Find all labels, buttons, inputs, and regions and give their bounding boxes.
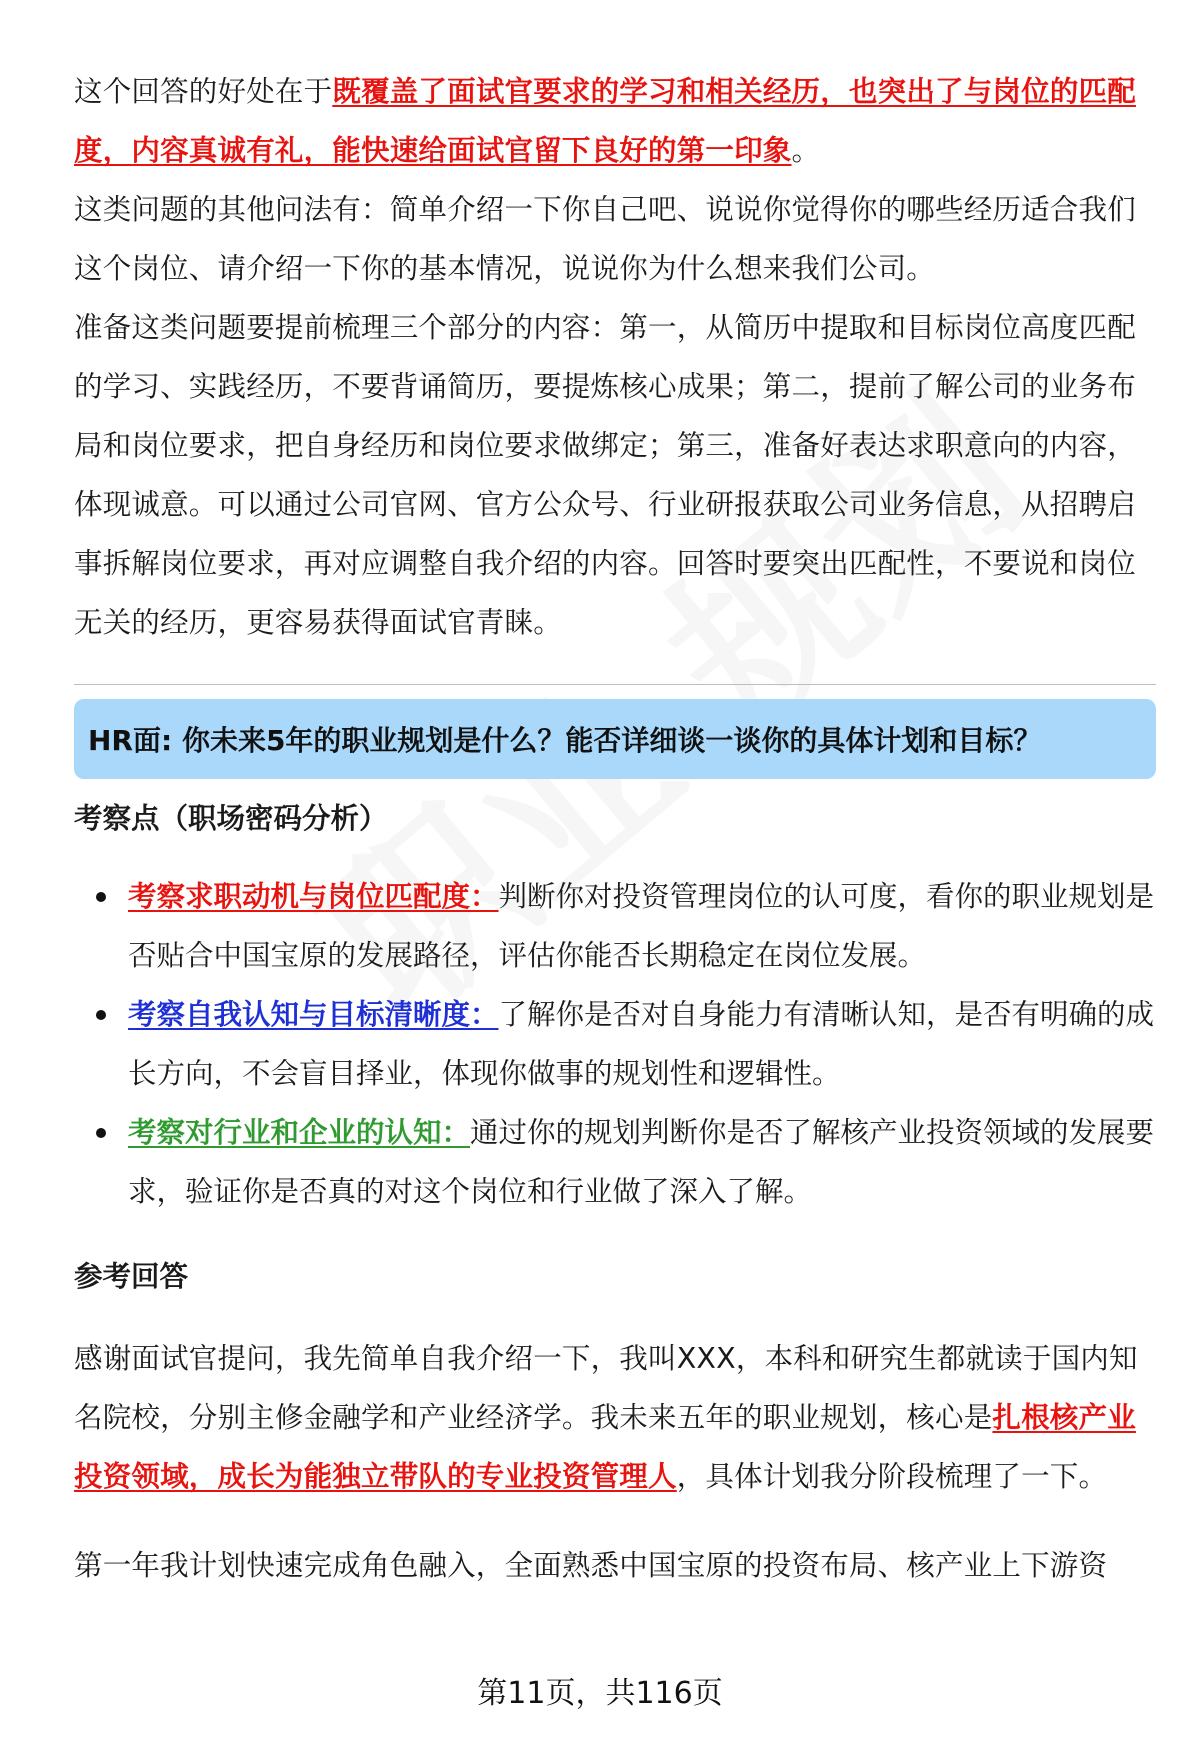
reference-paragraph-1 — [74, 1329, 1156, 1506]
analysis-key-green: 考察对行业和企业的认知： — [128, 1116, 471, 1149]
analysis-text: 了解你是否对自身能力有清晰认知，是否有明确的成长方向，不会盲目择业，体现你做事的规划性和逻辑性。 — [128, 998, 1155, 1090]
reference-heading: 参考回答 — [74, 1260, 189, 1293]
page-number: 第11页，共116页 — [477, 1676, 723, 1711]
analysis-heading: 考察点（职场密码分析） — [74, 802, 388, 835]
intro-paragraph-3: 准备这类问题要提前梳理三个部分的内容：第一，从简历中提取和目标岗位高度匹配的学习、实践经历，不要背诵简历，要提炼核心成果；第二，提前了解公司的业务布局和岗位要求，把自身经历和岗位要求做绑定；第三，准备好表达求职意向的内容，体现诚意。可以通过公司官网、官方公众号、行业研报获取公司业务信息，从招聘启事拆解岗位要求，再对应调整自我介绍的内容。回答时要突出匹配性，不要说和岗位无关的经历，更容易获得面试官青睐。 — [74, 311, 1136, 639]
analysis-key-red: 考察求职动机与岗位匹配度： — [128, 880, 499, 913]
analysis-item — [74, 1103, 1156, 1221]
analysis-list — [74, 867, 1156, 1221]
analysis-item — [74, 985, 1156, 1103]
intro-paragraph-2: 这类问题的其他问法有：简单介绍一下你自己吧、说说你觉得你的哪些经历适合我们这个岗位、请介绍一下你的基本情况，说说你为什么想来我们公司。 — [74, 193, 1136, 285]
section-divider — [74, 684, 1156, 685]
question-text: HR面: 你未来5年的职业规划是什么？能否详细谈一谈你的具体计划和目标？ — [88, 724, 1042, 757]
reference-suffix: ，具体计划我分阶段梳理了一下。 — [676, 1460, 1108, 1493]
analysis-item — [74, 867, 1156, 985]
intro-highlight: 既覆盖了面试官要求的学习和相关经历，也突出了与岗位的匹配度，内容真诚有礼，能快速给面试官留下良好的第一印象 — [74, 75, 1136, 167]
reference-highlight: 扎根核产业投资领域，成长为能独立带队的专业投资管理人 — [74, 1401, 1136, 1493]
intro-paragraph-1 — [74, 62, 1156, 180]
analysis-text: 通过你的规划判断你是否了解核产业投资领域的发展要求，验证你是否真的对这个岗位和行业做了深入了解。 — [128, 1116, 1155, 1208]
intro-suffix: 。 — [791, 134, 821, 167]
reference-text: 感谢面试官提问，我先简单自我介绍一下，我叫XXX，本科和研究生都就读于国内知名院校，分别主修金融学和产业经济学。我未来五年的职业规划，核心是 — [74, 1342, 1138, 1434]
question-box — [74, 699, 1156, 779]
analysis-text: 判断你对投资管理岗位的认可度，看你的职业规划是否贴合中国宝原的发展路径，评估你能否长期稳定在岗位发展。 — [128, 880, 1155, 972]
analysis-key-blue: 考察自我认知与目标清晰度： — [128, 998, 499, 1031]
reference-paragraph-2: 第一年我计划快速完成角色融入，全面熟悉中国宝原的投资布局、核产业上下游资 — [74, 1549, 1108, 1582]
intro-text: 这个回答的好处在于 — [74, 75, 333, 108]
document-page — [74, 62, 1156, 1595]
